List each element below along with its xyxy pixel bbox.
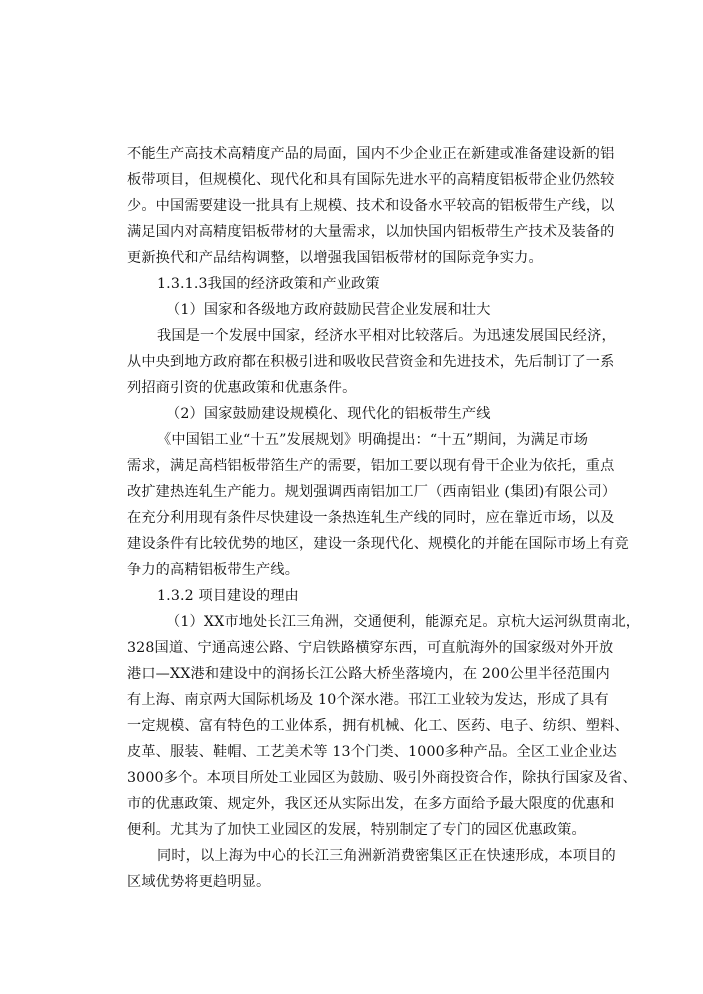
section-heading: 1.3.2 项目建设的理由 <box>157 588 299 604</box>
body-text-line: 皮革、服装、鞋帽、工艺美术等 13个门类、1000多种产品。全区工业企业达 <box>127 744 617 760</box>
body-text-line: 一定规模、富有特色的工业体系，拥有机械、化工、医药、电子、纺织、塑料、 <box>127 718 629 734</box>
body-text-line: 不能生产高技术高精度产品的局面，国内不少企业正在新建或准备建设新的铝 <box>127 146 615 162</box>
body-text-line: 有上海、南京两大国际机场及 10个深水港。邗江工业较为发达，形成了具有 <box>127 692 609 708</box>
body-text-line: 港口—XX港和建设中的润扬长江公路大桥坐落境内，在 200公里半径范围内 <box>127 666 610 682</box>
body-text-line: 少。中国需要建设一批具有上规模、技术和设备水平较高的铝板带生产线，以 <box>127 198 615 214</box>
body-text-line: 更新换代和产品结构调整，以增强我国铝板带材的国际竞争实力。 <box>127 250 543 266</box>
body-text-line: 板带项目，但规模化、现代化和具有国际先进水平的高精度铝板带企业仍然较 <box>127 172 615 188</box>
body-text-line: 争力的高精铝板带生产线。 <box>127 562 300 578</box>
body-text-line: 我国是一个发展中国家，经济水平相对比较落后。为迅速发展国民经济， <box>157 328 616 344</box>
body-text-line: 《中国铝工业“十五”发展规划》明确提出：“十五”期间，为满足市场 <box>157 432 589 448</box>
body-text-line: 在充分利用现有条件尽快建设一条热连轧生产线的同时，应在靠近市场，以及 <box>127 510 615 526</box>
body-text-line: 3000多个。本项目所处工业园区为鼓励、吸引外商投资合作，除执行国家及省、 <box>127 770 637 786</box>
body-text-line: 建设条件有比较优势的地区，建设一条现代化、规模化的并能在国际市场上有竞 <box>127 536 629 552</box>
section-heading: 1.3.1.3我国的经济政策和产业政策 <box>157 276 380 292</box>
body-text-line: 需求，满足高档铝板带箔生产的需要，铝加工要以现有骨干企业为依托，重点 <box>127 458 615 474</box>
subsection-heading: （2）国家鼓励建设规模化、现代化的铝板带生产线 <box>166 406 491 422</box>
body-text-line: 同时，以上海为中心的长江三角洲新消费密集区正在快速形成，本项目的 <box>157 848 616 864</box>
body-text-line: 便利。尤其为了加快工业园区的发展，特别制定了专门的园区优惠政策。 <box>127 822 586 838</box>
body-text-line: 从中央到地方政府都在积极引进和吸收民营资金和先进技术，先后制订了一系 <box>127 354 615 370</box>
subsection-heading: （1）国家和各级地方政府鼓励民营企业发展和壮大 <box>166 302 491 318</box>
body-text-line: （1）XX市地处长江三角洲，交通便利，能源充足。京杭大运河纵贯南北， <box>166 614 641 630</box>
body-text-line: 区域优势将更趋明显。 <box>127 874 271 890</box>
body-text-line: 328国道、宁通高速公路、宁启铁路横穿东西，可直航海外的国家级对外开放 <box>127 640 614 656</box>
body-text-line: 市的优惠政策、规定外，我区还从实际出发，在多方面给予最大限度的优惠和 <box>127 796 615 812</box>
body-text-line: 满足国内对高精度铝板带材的大量需求，以加快国内铝板带生产技术及装备的 <box>127 224 615 240</box>
body-text-line: 改扩建热连轧生产能力。规划强调西南铝加工厂（西南铝业 (集团)有限公司） <box>127 484 617 500</box>
body-text-line: 列招商引资的优惠政策和优惠条件。 <box>127 380 357 396</box>
